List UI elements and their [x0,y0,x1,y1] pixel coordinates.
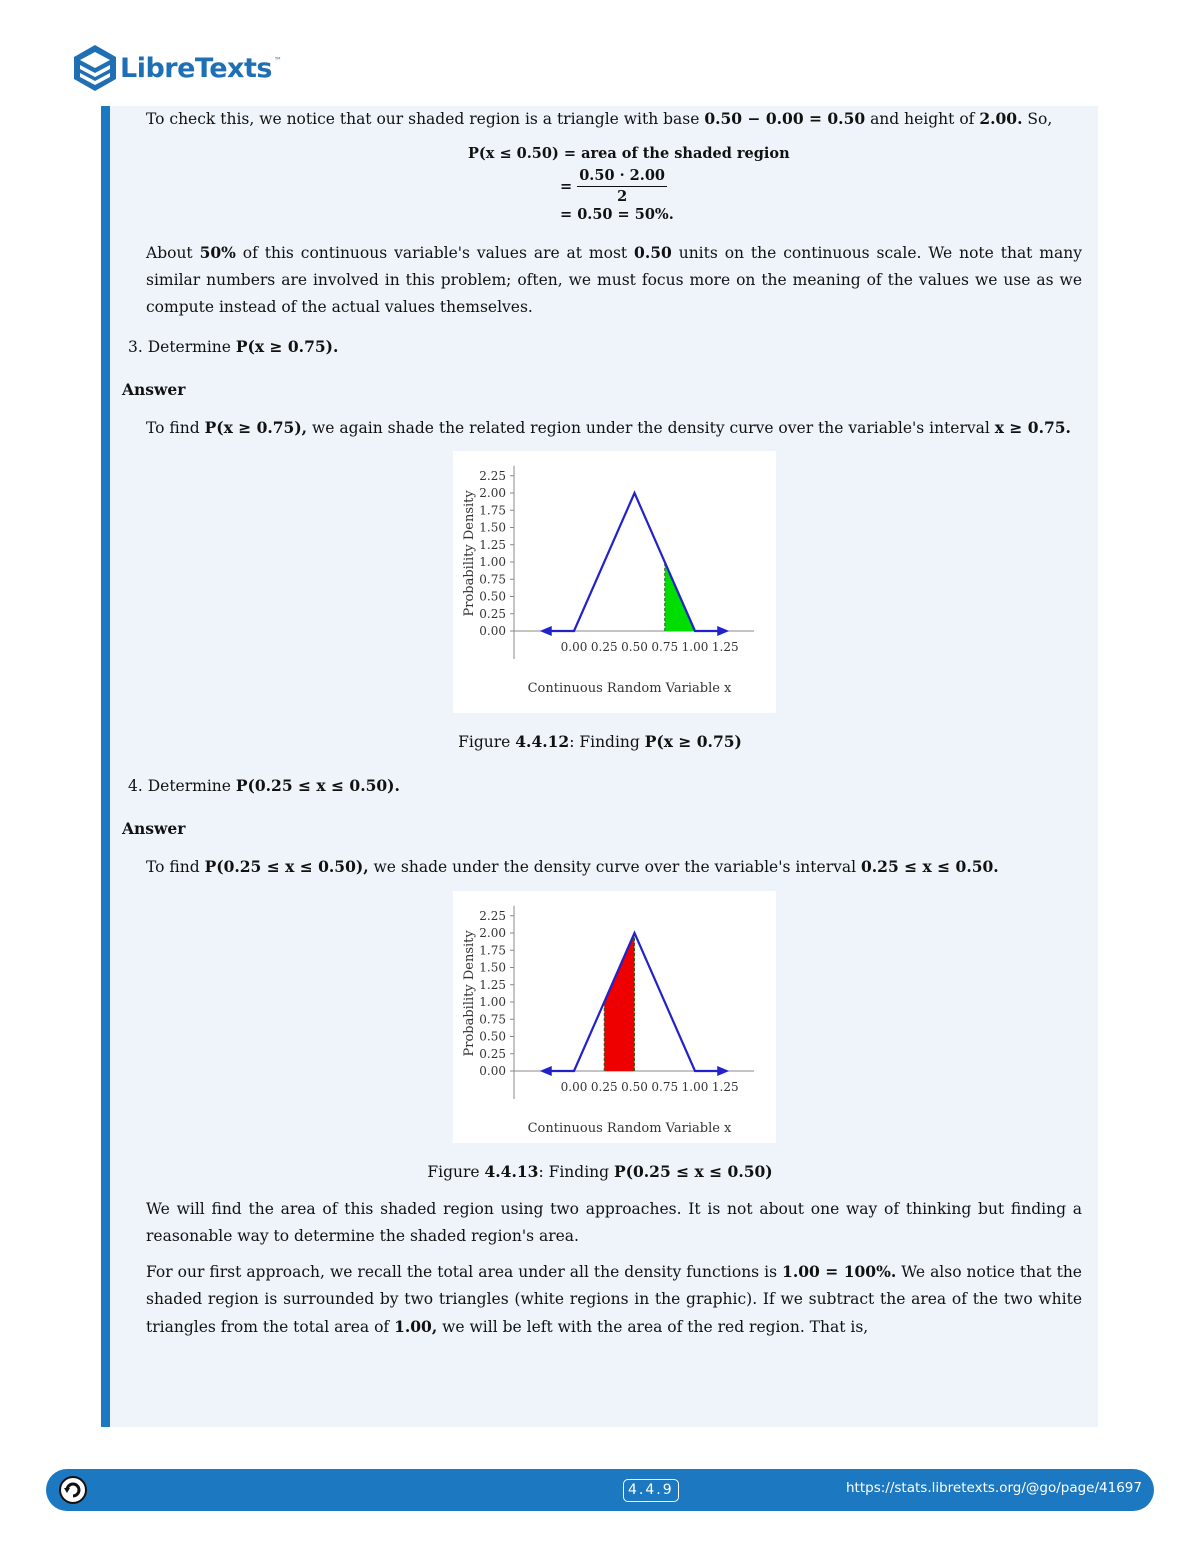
text: of this continuous variable's values are at most [235,244,635,262]
text: : Finding [569,733,645,751]
y-tick-label: 2.25 [479,908,506,923]
math-expression: P(0.25 ≤ x ≤ 0.50). [235,776,400,795]
y-tick-label: 1.50 [479,960,506,975]
page-number: 4.4.9 [623,1479,679,1502]
y-tick-label: 0.50 [479,1029,506,1044]
math-expression: P(0.25 ≤ x ≤ 0.50), [204,857,369,876]
x-tick-label: 0.25 [590,640,618,654]
fraction [577,166,667,207]
math-total: 1.00 = 100%. [782,1262,897,1281]
y-tick-label: 1.50 [479,520,506,535]
y-tick-label: 0.75 [479,572,506,587]
text: To check this, we notice that our shaded region is a triangle with base [146,110,705,128]
y-tick-label: 2.00 [479,486,506,500]
page-footer [46,1469,1154,1511]
x-tick-label: 1.25 [711,640,739,654]
y-tick-label: 0.00 [479,1064,506,1078]
x-tick-label: 0.00 [560,1080,588,1094]
libretexts-logo[interactable] [72,40,282,96]
y-tick-label: 2.25 [479,468,506,483]
x-tick-label: 1.25 [711,1080,739,1094]
text: : Finding [538,1163,614,1181]
figure-number: 4.4.13 [484,1162,539,1181]
equals-sign: = [560,178,573,195]
y-tick-label: 1.00 [479,555,506,569]
math-expression: P(0.25 ≤ x ≤ 0.50) [614,1162,773,1181]
text: and height of [865,110,980,128]
math-percent: 50% [199,243,236,262]
left-arrowhead [540,626,552,636]
text: About [146,244,200,262]
y-tick-label: 2.00 [479,926,506,940]
density-chart-red [453,891,776,1143]
x-axis-label: Continuous Random Variable x [527,681,732,696]
text: we again shade the related region under the density curve over the variable's interval [307,419,995,437]
paragraph-find-4 [146,853,1082,881]
list-item-3 [128,337,338,356]
paragraph-find-3 [146,414,1082,442]
y-tick-label: 1.25 [479,977,506,992]
page-url-link[interactable]: https://stats.libretexts.org/@go/page/41697 [846,1480,1142,1496]
math-expression: P(x ≥ 0.75), [204,418,308,437]
math-value: 0.50 [634,243,672,262]
text: So, [1022,110,1053,128]
x-tick-label: 0.75 [651,640,679,654]
y-tick-label: 1.75 [479,503,506,518]
y-tick-label: 0.25 [479,1046,506,1061]
x-axis-label: Continuous Random Variable x [527,1121,732,1136]
text: Figure [427,1163,485,1181]
x-tick-label: 0.50 [621,640,648,654]
density-curve [544,493,726,631]
figure-number: 4.4.12 [515,732,570,751]
paragraph-about [146,239,1082,321]
paragraph-check [146,105,1082,133]
density-chart-green [453,451,776,713]
text: To find [146,858,205,876]
x-tick-label: 0.75 [651,1080,679,1094]
creative-commons-icon[interactable] [58,1475,88,1505]
y-tick-label: 1.00 [479,995,506,1009]
y-tick-label: 1.75 [479,943,506,958]
paragraph-two-approaches: We will find the area of this shaded region using two approaches. It is not about one way of thinking but finding a reasonable way to determine the shaded region's area. [146,1200,1082,1245]
math-interval: 0.25 ≤ x ≤ 0.50. [860,857,999,876]
x-tick-label: 0.00 [560,640,588,654]
equation-line-2 [560,166,667,207]
right-arrowhead [717,626,729,636]
y-tick-label: 0.50 [479,589,506,604]
fraction-numerator: 0.50 · 2.00 [577,166,667,187]
text: For our first approach, we recall the total area under all the density functions is [146,1263,783,1281]
text: We also notice that the shaded region is surrounded by two triangles (white regions in the graphic). If we subtract the area of the two white triangles from the total area of [146,1263,1082,1336]
right-arrowhead [717,1066,729,1076]
math-base: 0.50 − 0.00 = 0.50 [704,109,866,128]
equation-line-3: = 0.50 = 50%. [560,206,674,223]
y-axis-label: Probability Density [462,930,477,1057]
answer-heading-2: Answer [122,819,186,838]
x-tick-label: 0.25 [590,1080,618,1094]
logo-text: LibreTexts [120,52,272,84]
shaded-region [604,933,634,1071]
text: units on the continuous scale. We note that many similar numbers are involved in this problem; often, we must focus more on the meaning of the values we use as we compute instead of the actual values themselves. [146,244,1082,316]
math-expression: P(x ≥ 0.75) [644,732,742,751]
list-item-label: 3. Determine [128,338,236,356]
libretexts-logo-icon [72,43,118,93]
text: Figure [458,733,516,751]
x-tick-label: 0.50 [621,1080,648,1094]
math-height: 2.00. [979,109,1023,128]
math-interval: x ≥ 0.75. [994,418,1071,437]
figure-caption-13 [0,1162,1200,1181]
equation-line-1: P(x ≤ 0.50) = area of the shaded region [468,145,790,162]
logo-trademark: ™ [273,55,282,65]
figure-caption-12 [0,732,1200,751]
y-tick-label: 1.25 [479,537,506,552]
math-expression: P(x ≥ 0.75). [235,337,339,356]
paragraph-first-approach [146,1258,1082,1341]
answer-heading-1: Answer [122,380,186,399]
text: we will be left with the area of the red region. That is, [437,1318,869,1336]
y-axis-label: Probability Density [462,490,477,617]
y-tick-label: 0.25 [479,606,506,621]
math-total-area: 1.00, [394,1317,438,1336]
left-arrowhead [540,1066,552,1076]
text: To find [146,419,205,437]
text: we shade under the density curve over the variable's interval [368,858,861,876]
list-item-4 [128,776,400,795]
fraction-denominator: 2 [617,188,628,205]
y-tick-label: 0.75 [479,1012,506,1027]
x-tick-label: 1.00 [681,1080,709,1094]
y-tick-label: 0.00 [479,624,506,638]
list-item-label: 4. Determine [128,777,236,795]
x-tick-label: 1.00 [681,640,709,654]
